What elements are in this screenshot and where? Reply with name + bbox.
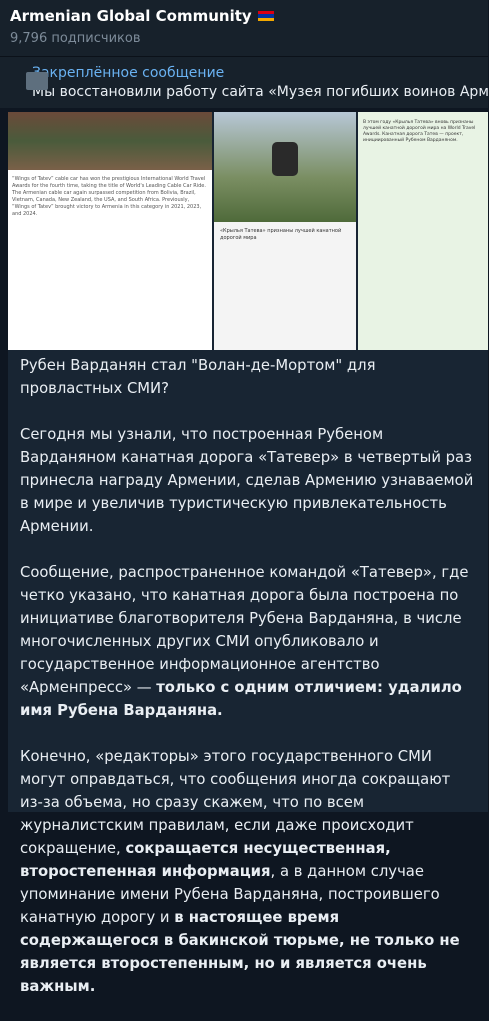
channel-header[interactable] bbox=[0, 0, 488, 56]
landscape-photo bbox=[8, 112, 212, 170]
channel-title: Armenian Global Community bbox=[10, 7, 252, 25]
paragraph-1: Сегодня мы узнали, что построенная Рубеном Варданяном канатная дорога «Татевер» в четвертый раз принесла награду Армении, сделав Армению узнаваемой в мире и увеличив туристическую привлекательность Армении. bbox=[20, 426, 474, 535]
p3-text-a: Конечно, «редакторы» этого государственного СМИ могут оправдаться, что сообщения иногда сокращают из-за объема, но сразу скажем, что по всем журналистским правилам, если даже происходит сокращение, bbox=[20, 748, 451, 857]
screenshot-caption: В этом году «Крылья Татева» вновь признаны лучшей канатной дорогой мира на World Travel Awards. Канатная дорога Татев — проект, инициированный Рубеном Варданяном. bbox=[363, 120, 476, 143]
article-text: “Wings of Tatev” cable car has won the prestigious International World Travel Awards for the fourth time, taking the title of World's Leading Cable Car Ride. The Armenian cable car again surpassed competition from Bolivia, Brazil, Vietnam, Canada, New Zealand, the USA, and South Africa. Previously, “Wings of Tatev” brought victory to Armenia in this category in 2021, 2023, and 2024. bbox=[12, 176, 206, 217]
p3-text-b: , а в данном случае упоминание имени Рубена Варданяна, построившего канатную дорогу и bbox=[20, 863, 440, 926]
gondola-icon bbox=[272, 142, 298, 176]
pinned-message-bar[interactable] bbox=[0, 56, 488, 108]
flag-stripe-orange bbox=[258, 18, 274, 22]
paragraph-2 bbox=[20, 561, 476, 722]
pinned-preview: Мы восстановили работу сайта «Музея погибших воинов Арм bbox=[32, 83, 489, 100]
media-album bbox=[8, 112, 488, 350]
p2-bold: только с одним отличием: удалило имя Рубена Варданяна. bbox=[20, 679, 462, 719]
album-image-award-article[interactable] bbox=[8, 112, 212, 350]
album-image-screenshot[interactable] bbox=[358, 112, 488, 350]
p3-bold-b: в настоящее время содержащегося в бакинской тюрьме, не только не является второстепенным, но и является очень важным. bbox=[20, 909, 460, 995]
cable-car-caption: «Крылья Татева» признаны лучшей канатной дорогой мира bbox=[220, 228, 342, 241]
message-text bbox=[20, 354, 476, 1021]
message-bubble bbox=[8, 112, 488, 995]
p2-text: Сообщение, распространенное командой «Татевер», где четко указано, что канатная дорога была построена по инициативе благотворителя Рубена Варданяна, в числе многочисленных других СМИ опубликовало и государственное информационное агентство «Арменпресс» — bbox=[20, 564, 469, 696]
channel-title-row bbox=[10, 6, 478, 26]
p3-bold-a: сокращается несущественная, второстепенная информация bbox=[20, 840, 391, 880]
album-image-cable-car[interactable] bbox=[214, 112, 356, 350]
post-heading: Рубен Варданян стал "Волан-де-Мортом" для провластных СМИ? bbox=[20, 357, 376, 397]
subscriber-count: 9,796 подписчиков bbox=[10, 31, 141, 46]
pinned-label: Закреплённое сообщение bbox=[32, 64, 225, 81]
pinned-text bbox=[32, 64, 489, 102]
armenia-flag-icon bbox=[258, 11, 274, 22]
cable-car-photo bbox=[214, 112, 356, 222]
paragraph-3 bbox=[20, 745, 476, 998]
